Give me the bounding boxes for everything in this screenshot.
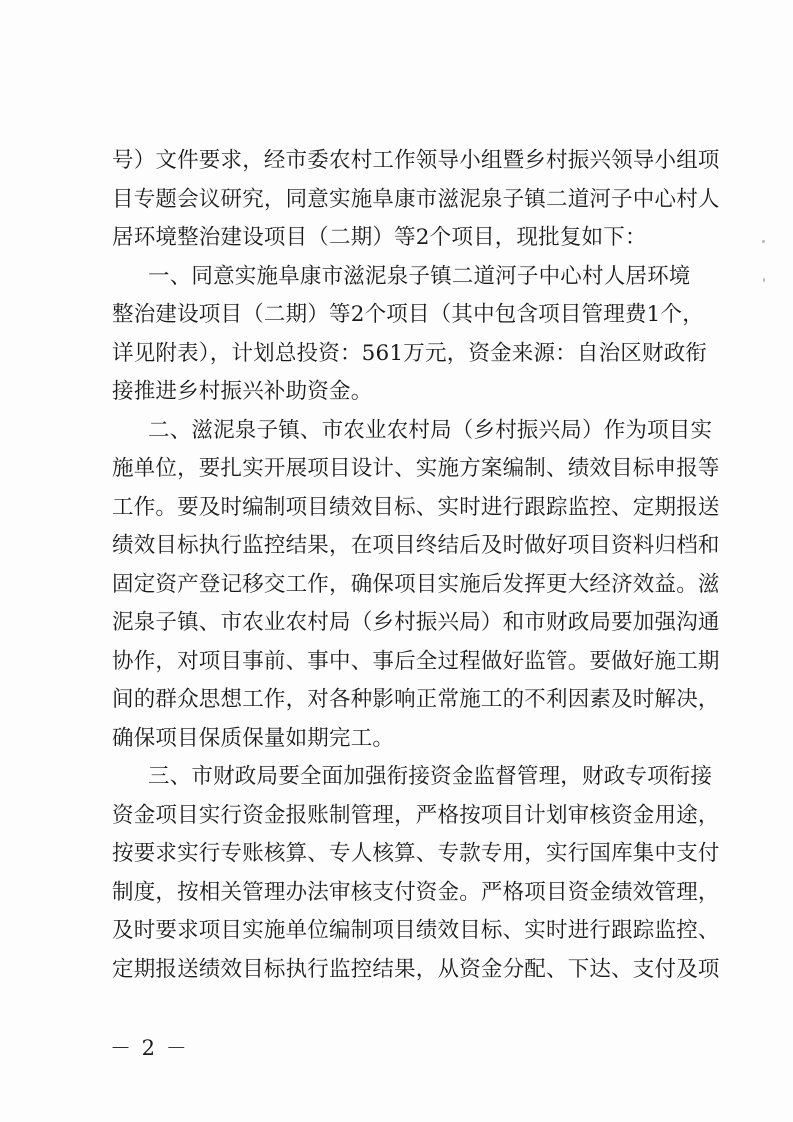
text-line: 资金项目实行资金报账制管理，严格按项目计划审核资金用途， — [112, 802, 720, 828]
text-line: 泥泉子镇、市农业农村局（乡村振兴局）和市财政局要加强沟通 — [112, 610, 720, 635]
text-line: 工作。要及时编制项目绩效目标、实时进行跟踪监控、定期报送 — [112, 494, 720, 520]
text-line: 协作，对项目事前、事中、事后全过程做好监管。要做好施工期 — [112, 648, 720, 674]
text-line: 三、市财政局要全面加强衔接资金监督管理，财政专项衔接 — [148, 764, 713, 789]
text-line: 整治建设项目（二期）等2个项目（其中包含项目管理费1个， — [112, 302, 704, 327]
text-line: 固定资产登记移交工作，确保项目实施后发挥更大经济效益。滋 — [112, 571, 720, 597]
text-line: 绩效目标执行监控结果，在项目终结后及时做好项目资料归档和 — [112, 533, 720, 558]
page-number: － 2 － — [110, 1036, 189, 1060]
document-body — [112, 142, 720, 989]
text-line: 接推进乡村振兴补助资金。 — [112, 379, 373, 404]
text-line: 确保项目保质保量如期完工。 — [112, 725, 395, 751]
scan-speck — [762, 240, 765, 243]
text-line: 施单位，要扎实开展项目设计、实施方案编制、绩效目标申报等 — [112, 456, 720, 481]
text-line: 一、同意实施阜康市滋泥泉子镇二道河子中心村人居环境 — [148, 263, 691, 289]
text-line: 及时要求项目实施单位编制项目绩效目标、实时进行跟踪监控、 — [112, 918, 720, 943]
text-line: 号）文件要求，经市委农村工作领导小组暨乡村振兴领导小组项 — [112, 148, 720, 173]
text-line: 间的群众思想工作，对各种影响正常施工的不利因素及时解决， — [112, 687, 720, 712]
scan-speck — [763, 278, 765, 282]
text-line: 制度，按相关管理办法审核支付资金。严格项目资金绩效管理， — [112, 879, 720, 905]
text-line: 目专题会议研究，同意实施阜康市滋泥泉子镇二道河子中心村人 — [112, 186, 720, 212]
text-line: 居环境整治建设项目（二期）等2个项目，现批复如下： — [112, 225, 647, 250]
text-line: 二、滋泥泉子镇、市农业农村局（乡村振兴局）作为项目实 — [148, 417, 713, 443]
text-line: 按要求实行专账核算、专人核算、专款专用，实行国库集中支付 — [112, 841, 720, 866]
text-line: 定期报送绩效目标执行监控结果，从资金分配、下达、支付及项 — [112, 956, 720, 982]
text-line: 详见附表），计划总投资：561万元，资金来源：自治区财政衔 — [112, 340, 708, 366]
